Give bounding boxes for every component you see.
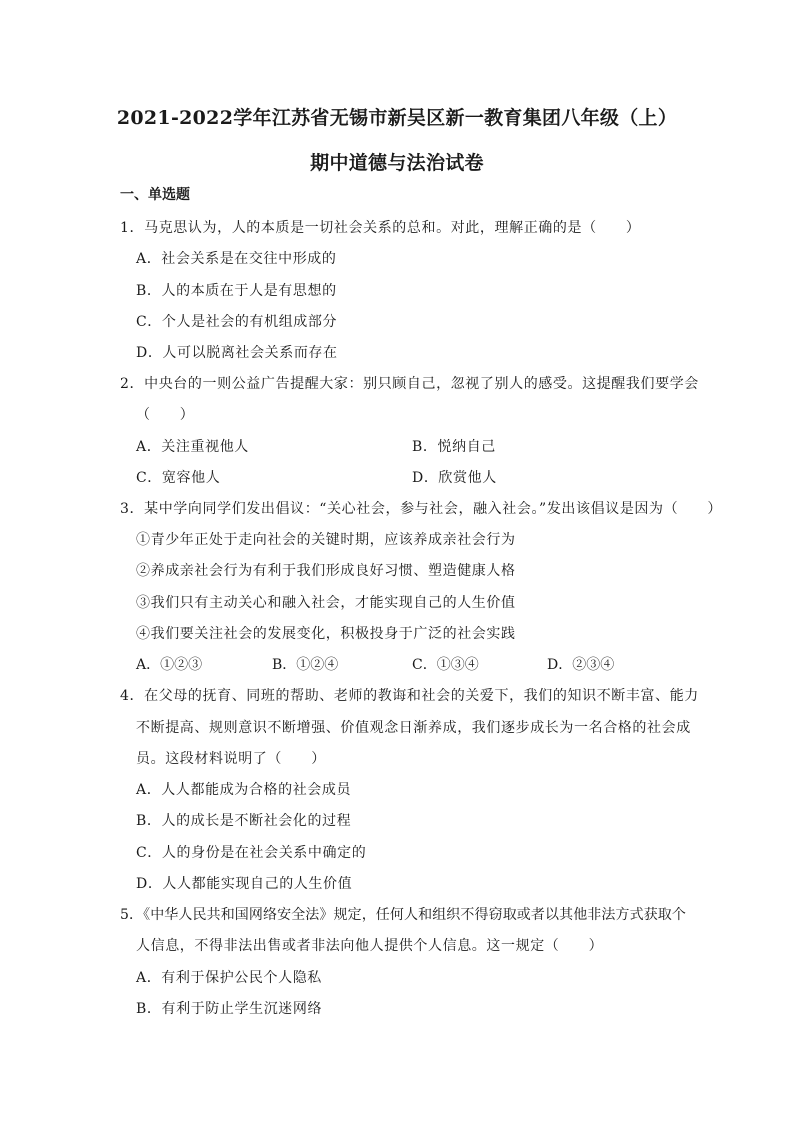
question-3-statement-3: ③我们只有主动关心和融入社会，才能实现自己的人生价值: [136, 595, 516, 611]
question-2-stem-cont: （ ）: [136, 407, 195, 423]
question-3-option-a: A．①②③: [136, 657, 203, 673]
question-3-option-b: B．①②④: [272, 657, 339, 673]
question-2-option-c: C．宽容他人: [136, 470, 221, 486]
question-1-option-c: C．个人是社会的有机组成部分: [136, 314, 338, 330]
question-2-option-d: D．欣赏他人: [412, 470, 497, 486]
question-1-option-a: A．社会关系是在交往中形成的: [136, 251, 337, 267]
question-4-stem-cont-2: 员。这段材料说明了（ ）: [136, 751, 326, 767]
question-3-option-d: D．②③④: [547, 657, 615, 673]
question-3-option-c: C．①③④: [412, 657, 479, 673]
question-4-option-a: A．人人都能成为合格的社会成员: [136, 782, 352, 798]
question-2-option-a: A．关注重视他人: [136, 439, 249, 455]
question-3-statement-1: ①青少年正处于走向社会的关键时期，应该养成亲社会行为: [136, 532, 516, 548]
question-5-stem: 5．《中华人民共和国网络安全法》规定，任何人和组织不得窃取或者以其他非法方式获取个: [120, 907, 687, 923]
question-4-stem: 4．在父母的抚育、同班的帮助、老师的教诲和社会的关爱下，我们的知识不断丰富、能力: [120, 688, 699, 704]
question-5-option-a: A．有利于保护公民个人隐私: [136, 970, 322, 986]
exam-title-line2: 期中道德与法治试卷: [310, 152, 484, 174]
exam-title-line1: 2021-2022学年江苏省无锡市新吴区新一教育集团八年级（上）: [116, 107, 678, 129]
question-5-option-b: B．有利于防止学生沉迷网络: [136, 1001, 323, 1017]
question-3-stem: 3．某中学向同学们发出倡议：“关心社会，参与社会，融入社会。”发出该倡议是因为（ ）: [120, 501, 723, 517]
question-4-option-c: C．人的身份是在社会关系中确定的: [136, 845, 367, 861]
question-3-statement-2: ②养成亲社会行为有利于我们形成良好习惯、塑造健康人格: [136, 563, 516, 579]
question-4-option-d: D．人人都能实现自己的人生价值: [136, 876, 353, 892]
question-4-option-b: B．人的成长是不断社会化的过程: [136, 813, 352, 829]
section-heading: 一、单选题: [120, 187, 190, 203]
question-5-stem-cont: 人信息，不得非法出售或者非法向他人提供个人信息。这一规定（ ）: [136, 938, 604, 954]
question-4-stem-cont-1: 不断提高、规则意识不断增强、价值观念日渐养成，我们逐步成长为一名合格的社会成: [136, 720, 691, 736]
question-3-statement-4: ④我们要关注社会的发展变化，积极投身于广泛的社会实践: [136, 626, 516, 642]
question-2-option-b: B．悦纳自己: [412, 439, 496, 455]
question-1-option-b: B．人的本质在于人是有思想的: [136, 283, 337, 299]
question-2-stem: 2．中央台的一则公益广告提醒大家：别只顾自己，忽视了别人的感受。这提醒我们要学会: [120, 376, 699, 392]
question-1-stem: 1．马克思认为，人的本质是一切社会关系的总和。对此，理解正确的是（ ）: [120, 220, 641, 236]
question-1-option-d: D．人可以脱离社会关系而存在: [136, 345, 338, 361]
